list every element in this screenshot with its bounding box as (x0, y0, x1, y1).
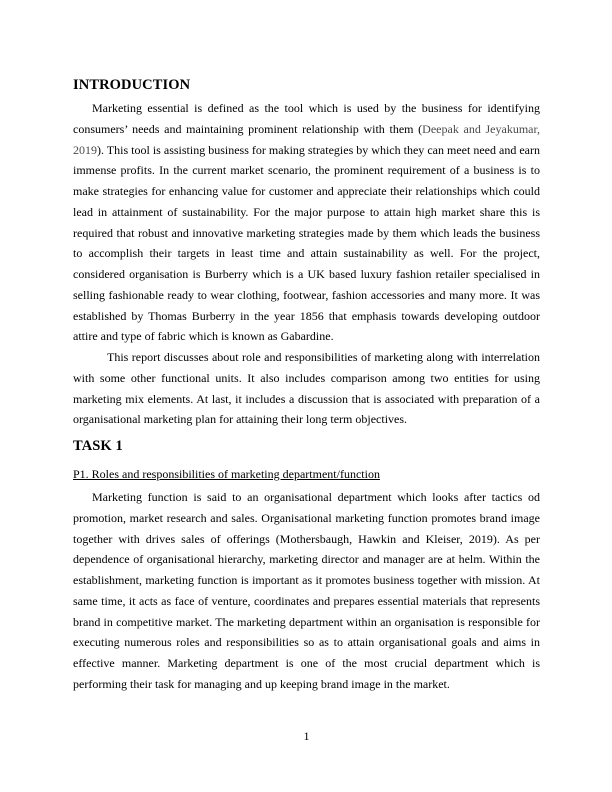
intro-text-before-citation: Marketing essential is defined as the tool which is used by the business for identifying consumers’ needs and maintaining prominent relationship with them ( (73, 101, 540, 136)
intro-citation: Deepak and Jeyakumar, 2019 (73, 121, 541, 157)
intro-text-after-citation: ). This tool is assisting business for making strategies by which they can meet need and earn immense profits. In the current market scenario, the prominent requirement of a business is to make strategies for enhancing value for customer and appreciate their relationships which could lead in attainment of sustainability. For the major purpose to attain high market share this is required that robust and innovative marketing strategies made by them which leads the business to accomplish their targets in least time and attain sustainability as well. For the project, considered organisation is Burberry which is a UK based luxury fashion retailer specialised in selling fashionable ready to wear clothing, footwear, fashion accessories and many more. It was established by Thomas Burberry in the year 1856 that emphasis towards developing outdoor attire and type of fabric which is known as Gabardine. (73, 142, 540, 344)
introduction-paragraph-1 (73, 98, 540, 347)
introduction-paragraph-2: This report discusses about role and responsibilities of marketing along with interrelation with some other functional units. It also includes comparison among two entities for using marketing mix elements. At last, it includes a discussion that is associated with preparation of a organisational marketing plan for attaining their long term objectives. (73, 350, 540, 427)
task1-subheading: P1. Roles and responsibilities of marketing department/function (73, 467, 380, 481)
page-number: 1 (303, 729, 310, 743)
introduction-heading: INTRODUCTION (73, 77, 191, 93)
task1-heading: TASK 1 (73, 438, 123, 454)
task1-paragraph: Marketing function is said to an organisational department which looks after tactics od promotion, market research and sales. Organisational marketing function promotes brand image together with drives sales of offerings (Mothersbaugh, Hawkin and Kleiser, 2019). As per dependence of organisational hierarchy, marketing director and manager are at helm. Within the establishment, marketing function is important as it promotes business together with mission. At same time, it acts as face of venture, coordinates and prepares essential materials that represents brand in competitive market. The marketing department within an organisation is responsible for executing numerous roles and responsibilities so as to attain organisational goals and aims in effective manner. Marketing department is one of the most crucial department which is performing their task for managing and up keeping brand image in the market. (73, 490, 540, 691)
